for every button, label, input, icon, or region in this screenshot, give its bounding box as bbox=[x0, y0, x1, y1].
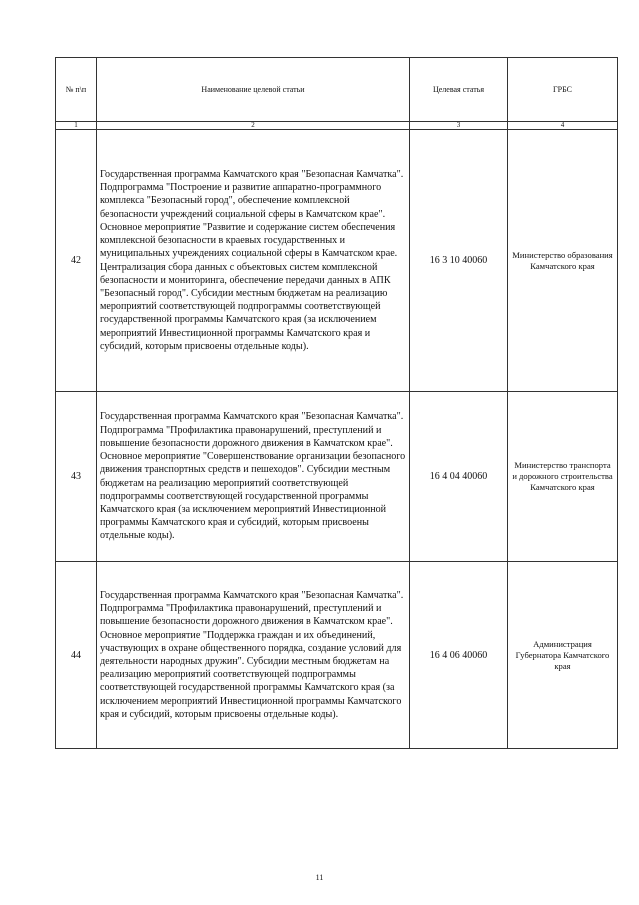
grbs-name: Администрация Губернатора Камчатского края bbox=[508, 562, 618, 749]
table-header bbox=[56, 58, 618, 122]
column-index: 2 bbox=[97, 122, 410, 130]
column-index-row bbox=[56, 122, 618, 130]
table-row bbox=[56, 392, 618, 562]
row-number: 42 bbox=[56, 130, 97, 392]
item-name: Государственная программа Камчатского края "Безопасная Камчатка". Подпрограмма "Профилактика правонарушений, преступлений и повышение безопасности дорожного движения в Камчатском крае". Основное мероприятие "Поддержка граждан и их объединений, участвующих в охране общественного порядка, создание условий для деятельности народных дружин". Субсидии местным бюджетам на реализацию мероприятий соответствующей подпрограммы соответствующей государственной программы Камчатского края (за исключением мероприятий Инвестиционной программы Камчатского края и субсидий, которым присвоены отдельные коды). bbox=[97, 562, 410, 749]
row-number: 44 bbox=[56, 562, 97, 749]
target-code: 16 4 04 40060 bbox=[410, 392, 508, 562]
column-index: 3 bbox=[410, 122, 508, 130]
grbs-name: Министерство транспорта и дорожного строительства Камчатского края bbox=[508, 392, 618, 562]
header-num: № п\п bbox=[56, 58, 97, 122]
header-code: Целевая статья bbox=[410, 58, 508, 122]
column-index: 4 bbox=[508, 122, 618, 130]
column-index: 1 bbox=[56, 122, 97, 130]
header-grbs: ГРБС bbox=[508, 58, 618, 122]
table-row bbox=[56, 130, 618, 392]
item-name: Государственная программа Камчатского края "Безопасная Камчатка". Подпрограмма "Профилактика правонарушений, преступлений и повышение безопасности дорожного движения в Камчатском крае". Основное мероприятие "Совершенствование организации безопасного движения транспортных средств и пешеходов". Субсидии местным бюджетам на реализацию мероприятий соответствующей подпрограммы соответствующей государственной программы Камчатского края (за исключением мероприятий Инвестиционной программы Камчатского края и субсидий, которым присвоены отдельные коды). bbox=[97, 392, 410, 562]
target-code: 16 4 06 40060 bbox=[410, 562, 508, 749]
table-row bbox=[56, 562, 618, 749]
item-name: Государственная программа Камчатского края "Безопасная Камчатка". Подпрограмма "Построение и развитие аппаратно-программного комплекса "Безопасный город", обеспечение комплексной безопасности учреждений социальной сферы в Камчатском крае". Основное мероприятие "Развитие и содержание систем обеспечения комплексной безопасности в краевых государственных и муниципальных учреждениях социальной сферы в Камчатском крае. Централизация сбора данных с объектовых систем комплексной безопасности и мониторинга, обеспечение передачи данных в АПК "Безопасный город". Субсидии местным бюджетам на реализацию мероприятий соответствующей подпрограммы соответствующей государственной программы Камчатского края (за исключением мероприятий Инвестиционной программы Камчатского края и субсидий, которым присвоены отдельные коды). bbox=[97, 130, 410, 392]
budget-table bbox=[55, 57, 618, 749]
page-number: 11 bbox=[315, 873, 324, 882]
target-code: 16 3 10 40060 bbox=[410, 130, 508, 392]
row-number: 43 bbox=[56, 392, 97, 562]
grbs-name: Министерство образования Камчатского края bbox=[508, 130, 618, 392]
header-name: Наименование целевой статьи bbox=[97, 58, 410, 122]
